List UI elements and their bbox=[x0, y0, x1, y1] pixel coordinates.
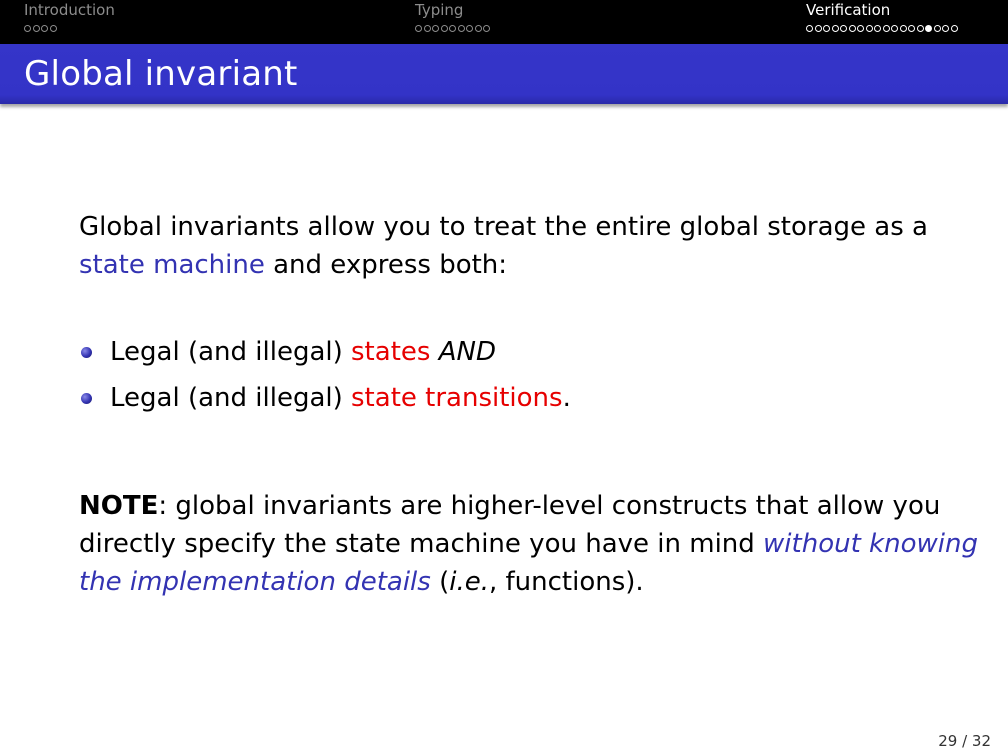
nav-slide-dot[interactable] bbox=[24, 25, 31, 32]
nav-slide-dots bbox=[24, 25, 115, 32]
bullet-space bbox=[430, 337, 438, 367]
note-line-2-text: directly specify the state machine you have in mind bbox=[79, 529, 764, 559]
nav-slide-dot[interactable] bbox=[917, 25, 924, 32]
nav-slide-dot[interactable] bbox=[449, 25, 456, 32]
nav-slide-dot[interactable] bbox=[934, 25, 941, 32]
note-line-1 bbox=[79, 487, 978, 525]
frame-title: Global invariant bbox=[24, 54, 298, 94]
bullet-icon bbox=[81, 347, 92, 358]
bullet-end: . bbox=[562, 383, 571, 413]
nav-slide-dot[interactable] bbox=[815, 25, 822, 32]
bullet-item-transitions bbox=[79, 375, 571, 421]
intro-line-2-rest: and express both: bbox=[264, 250, 508, 280]
note-label: NOTE bbox=[79, 491, 159, 521]
bullet-emphasis: AND bbox=[438, 337, 496, 367]
bullet-prefix: Legal (and illegal) bbox=[110, 337, 352, 367]
nav-slide-dot[interactable] bbox=[50, 25, 57, 32]
nav-slide-dot[interactable] bbox=[415, 25, 422, 32]
nav-slide-dot[interactable] bbox=[424, 25, 431, 32]
page-number: 29 / 32 bbox=[938, 732, 991, 750]
nav-slide-dot[interactable] bbox=[458, 25, 465, 32]
nav-slide-dot[interactable] bbox=[823, 25, 830, 32]
nav-slide-dot[interactable] bbox=[432, 25, 439, 32]
nav-slide-dot[interactable] bbox=[441, 25, 448, 32]
bullet-prefix: Legal (and illegal) bbox=[110, 383, 352, 413]
nav-slide-dot[interactable] bbox=[942, 25, 949, 32]
note-ie: i.e. bbox=[449, 567, 489, 597]
note-paren-open: ( bbox=[430, 567, 450, 597]
nav-section-title[interactable]: Introduction bbox=[24, 1, 115, 19]
note-emphasis-end: the implementation details bbox=[79, 567, 431, 597]
bullet-icon bbox=[81, 393, 92, 404]
nav-slide-dot[interactable] bbox=[832, 25, 839, 32]
nav-slide-dot[interactable] bbox=[866, 25, 873, 32]
note-paragraph bbox=[79, 487, 978, 601]
note-line-1-rest: : global invariants are higher-level constructs that allow you bbox=[158, 491, 941, 521]
nav-section-title[interactable]: Typing bbox=[415, 1, 464, 19]
nav-slide-dots bbox=[415, 25, 490, 32]
nav-slide-dot[interactable] bbox=[883, 25, 890, 32]
intro-line-2 bbox=[79, 246, 928, 284]
nav-slide-dot[interactable] bbox=[466, 25, 473, 32]
bullet-highlight: state transitions bbox=[351, 383, 563, 413]
nav-section-verification[interactable] bbox=[806, 2, 958, 32]
nav-slide-dot[interactable] bbox=[806, 25, 813, 32]
frame-title-bar bbox=[0, 44, 1008, 104]
note-line-3-rest: , functions). bbox=[489, 567, 644, 597]
intro-paragraph bbox=[79, 208, 928, 284]
bullet-item-states bbox=[79, 329, 571, 375]
nav-slide-dot-current[interactable] bbox=[925, 25, 932, 32]
bullet-highlight: states bbox=[351, 337, 431, 367]
nav-slide-dots bbox=[806, 25, 958, 32]
intro-line-1: Global invariants allow you to treat the entire global storage as a bbox=[79, 212, 928, 242]
nav-slide-dot[interactable] bbox=[483, 25, 490, 32]
nav-slide-dot[interactable] bbox=[41, 25, 48, 32]
nav-slide-dot[interactable] bbox=[900, 25, 907, 32]
nav-slide-dot[interactable] bbox=[891, 25, 898, 32]
nav-slide-dot[interactable] bbox=[840, 25, 847, 32]
note-emphasis-start: without knowing bbox=[763, 529, 978, 559]
section-navigation-bar bbox=[0, 0, 1008, 44]
nav-slide-dot[interactable] bbox=[849, 25, 856, 32]
nav-section-introduction[interactable] bbox=[24, 2, 115, 32]
nav-slide-dot[interactable] bbox=[857, 25, 864, 32]
state-machine-highlight: state machine bbox=[79, 250, 265, 280]
note-line-3 bbox=[79, 563, 978, 601]
nav-section-title[interactable]: Verification bbox=[806, 1, 891, 19]
bullet-list bbox=[79, 329, 571, 421]
nav-slide-dot[interactable] bbox=[475, 25, 482, 32]
nav-slide-dot[interactable] bbox=[33, 25, 40, 32]
nav-slide-dot[interactable] bbox=[874, 25, 881, 32]
nav-slide-dot[interactable] bbox=[951, 25, 958, 32]
nav-slide-dot[interactable] bbox=[908, 25, 915, 32]
note-line-2 bbox=[79, 525, 978, 563]
nav-section-typing[interactable] bbox=[415, 2, 490, 32]
